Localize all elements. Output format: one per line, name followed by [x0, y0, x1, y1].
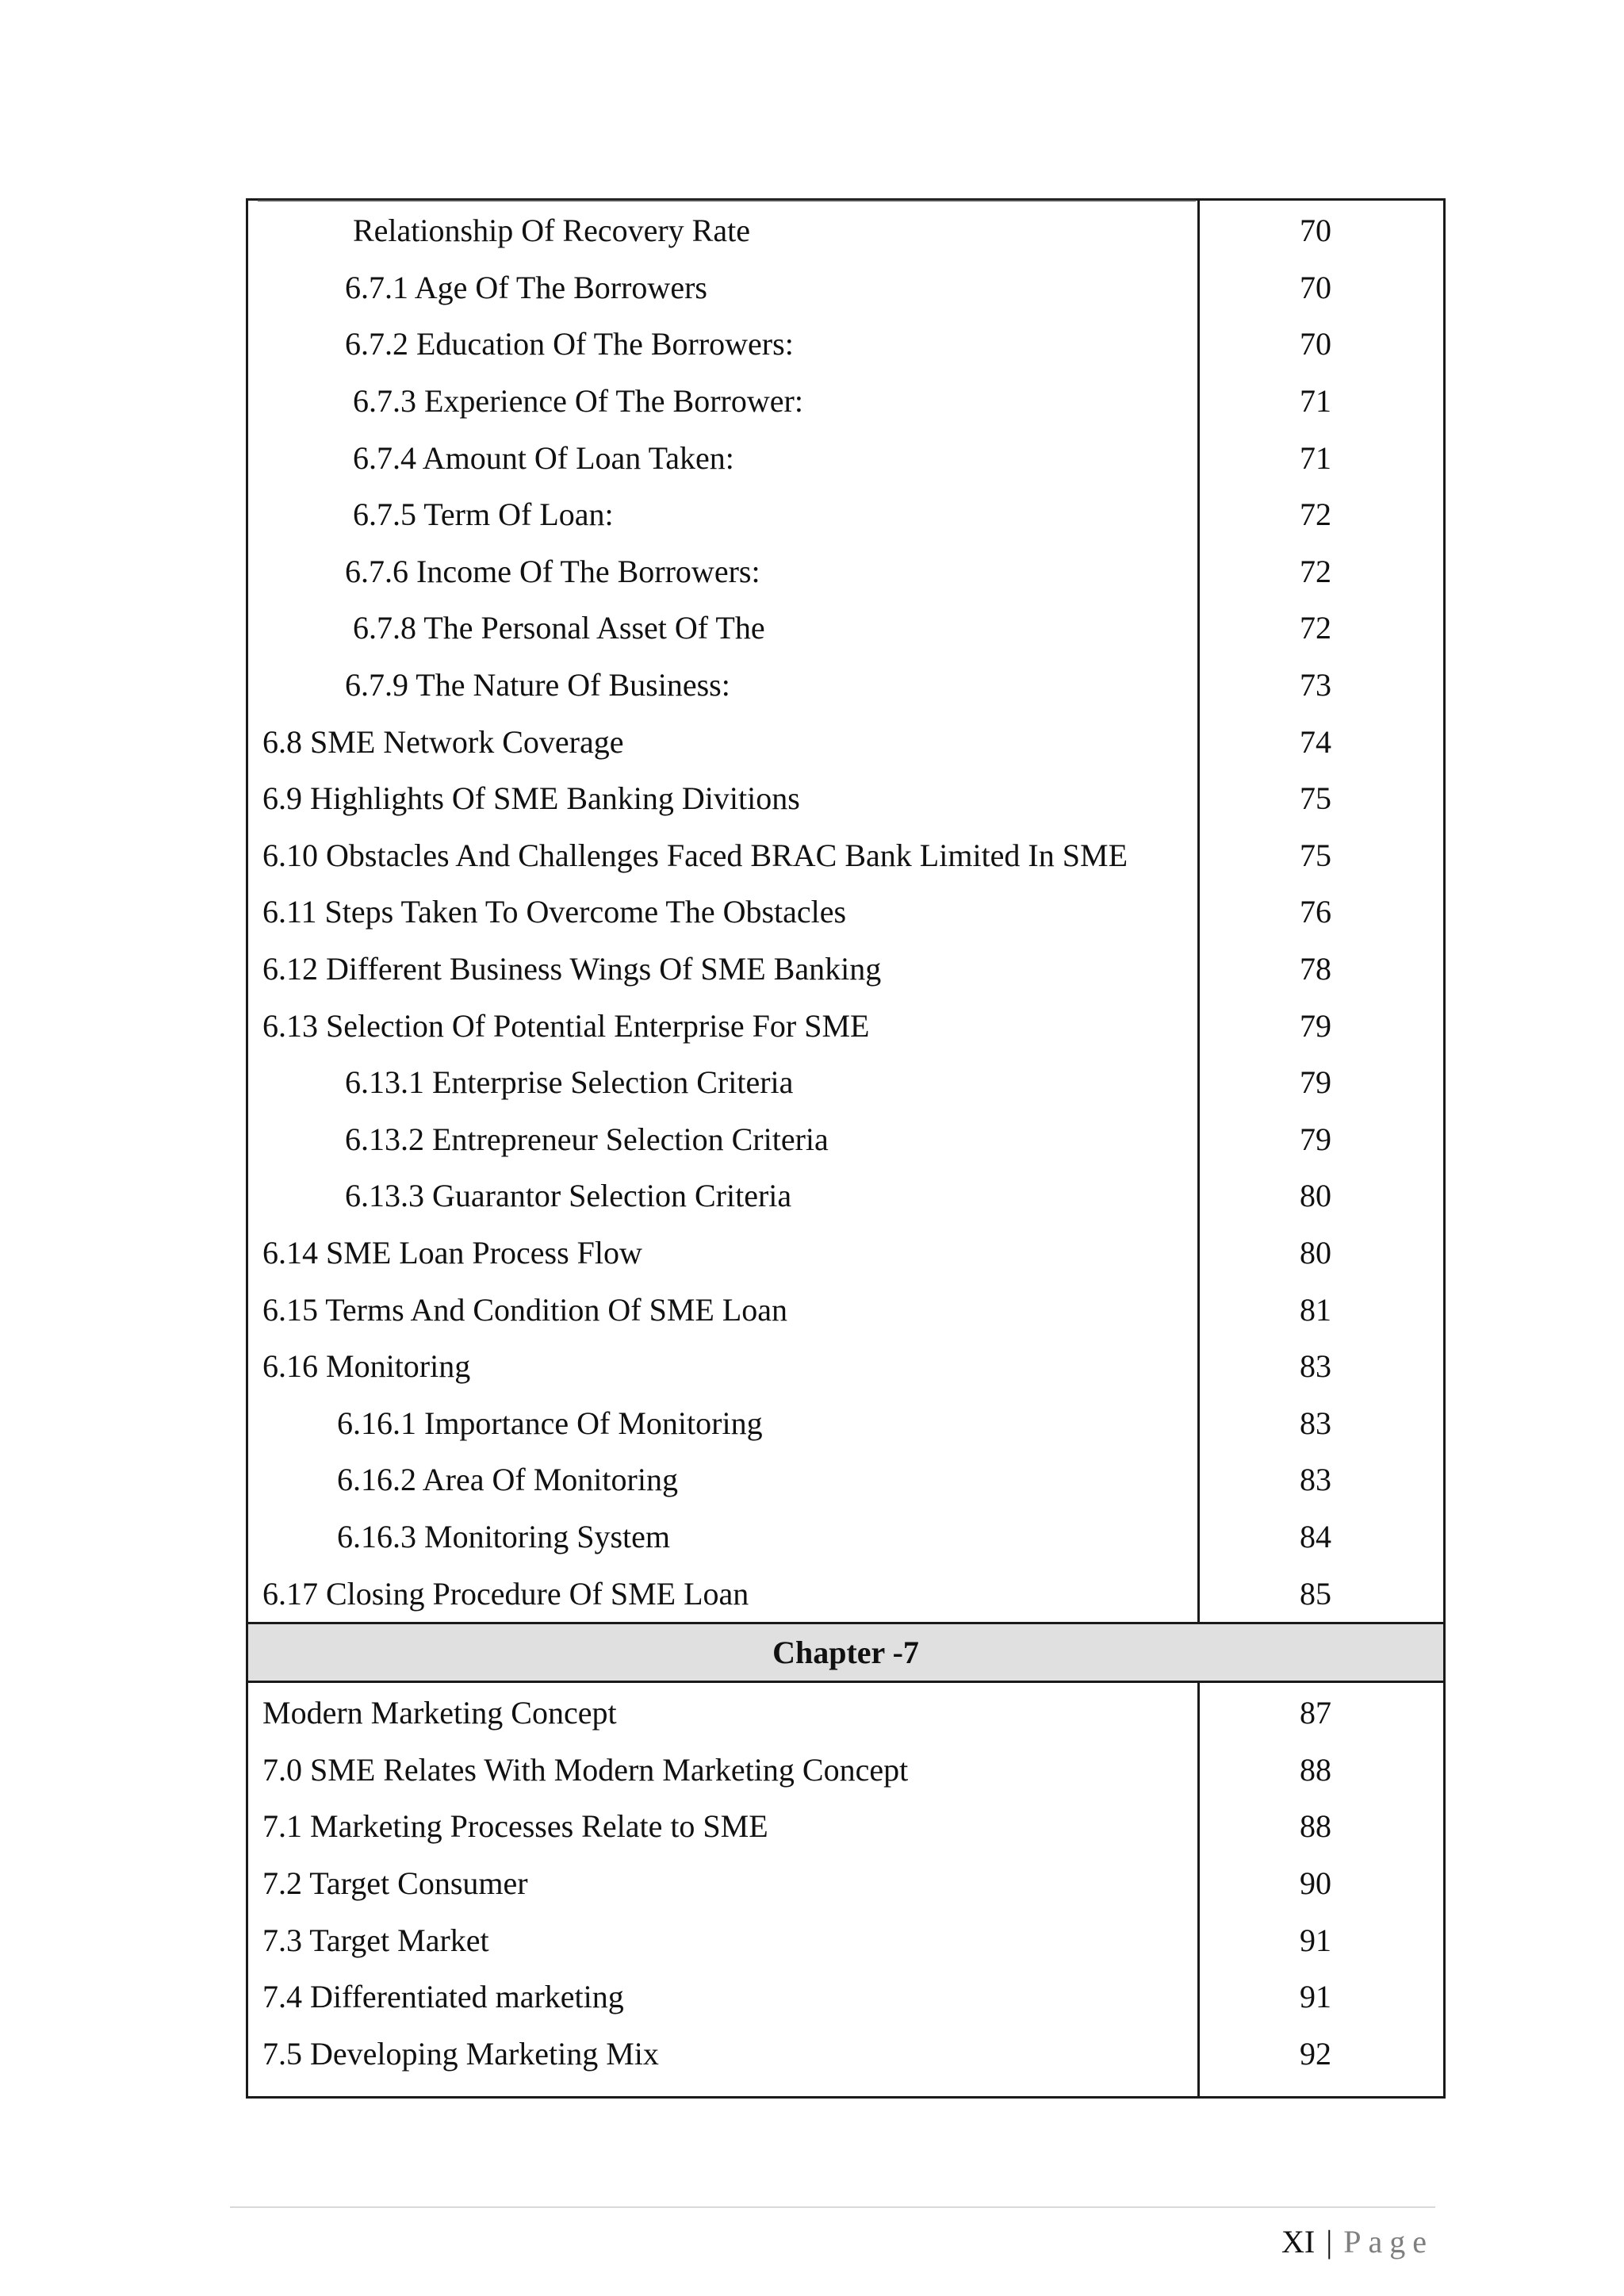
toc-row	[248, 1911, 1443, 1968]
toc-entry-title: 6.7.9 The Nature Of Business:	[345, 667, 730, 703]
toc-row	[248, 1685, 1443, 1742]
toc-row	[248, 1225, 1443, 1282]
toc-entry-page: 75	[1300, 780, 1331, 817]
toc-entry-title: 6.16.1 Importance Of Monitoring	[337, 1405, 763, 1441]
toc-entry-title: 6.8 SME Network Coverage	[262, 723, 624, 760]
toc-entry-page: 83	[1300, 1348, 1331, 1385]
toc-entry-page: 80	[1300, 1234, 1331, 1271]
table-of-contents	[246, 198, 1446, 2099]
toc-row	[248, 202, 1443, 259]
toc-entry-page: 90	[1300, 1865, 1331, 1901]
toc-entry-page: 83	[1300, 1462, 1331, 1498]
toc-row	[248, 1054, 1443, 1111]
toc-row	[248, 1111, 1443, 1168]
toc-entry-title: Relationship Of Recovery Rate	[353, 213, 750, 249]
toc-row	[248, 1798, 1443, 1855]
toc-entry-title: 7.3 Target Market	[262, 1922, 489, 1958]
toc-entry-title: 6.7.8 The Personal Asset Of The	[353, 610, 765, 646]
toc-entry-page: 85	[1300, 1575, 1331, 1612]
toc-entry-title: 6.13 Selection Of Potential Enterprise For SME	[262, 1007, 870, 1044]
toc-row	[248, 941, 1443, 998]
toc-row	[248, 2025, 1443, 2082]
toc-entry-title: 7.5 Developing Marketing Mix	[262, 2035, 659, 2072]
toc-entry-title: 6.7.3 Experience Of The Borrower:	[353, 383, 803, 420]
toc-row	[248, 543, 1443, 600]
toc-row	[248, 827, 1443, 884]
toc-entry-page: 71	[1300, 383, 1331, 420]
toc-entry-title: 7.4 Differentiated marketing	[262, 1979, 624, 2015]
top-rule	[258, 200, 1196, 201]
toc-entry-title: 6.10 Obstacles And Challenges Faced BRAC Bank Limited In SME	[262, 837, 1128, 873]
toc-section-chapter-6	[248, 201, 1443, 1622]
toc-entry-page: 72	[1300, 496, 1331, 533]
toc-entry-title: 6.7.1 Age Of The Borrowers	[345, 269, 707, 305]
toc-row	[248, 1167, 1443, 1225]
toc-entry-page: 72	[1300, 610, 1331, 646]
toc-row	[248, 713, 1443, 770]
toc-entry-page: 72	[1300, 553, 1331, 589]
toc-row	[248, 600, 1443, 657]
toc-row	[248, 1394, 1443, 1451]
toc-row	[248, 1741, 1443, 1798]
toc-row	[248, 429, 1443, 486]
toc-entry-title: 6.16.3 Monitoring System	[337, 1518, 671, 1554]
toc-entry-title: 7.2 Target Consumer	[262, 1865, 528, 1901]
toc-entry-page: 81	[1300, 1291, 1331, 1328]
toc-entry-page: 91	[1300, 1979, 1331, 2015]
toc-entry-title: 6.13.2 Entrepreneur Selection Criteria	[345, 1121, 829, 1157]
toc-entry-page: 84	[1300, 1518, 1331, 1554]
toc-entry-title: 6.16.2 Area Of Monitoring	[337, 1462, 678, 1498]
toc-entry-page: 76	[1300, 894, 1331, 930]
toc-row	[248, 1968, 1443, 2026]
toc-entry-title: 7.0 SME Relates With Modern Marketing Concept	[262, 1751, 909, 1788]
toc-entry-title: 6.9 Highlights Of SME Banking Divitions	[262, 780, 800, 817]
toc-entry-title: 6.7.5 Term Of Loan:	[353, 496, 614, 533]
footer-separator: |	[1326, 2224, 1333, 2260]
toc-row	[248, 657, 1443, 714]
toc-entry-page: 88	[1300, 1751, 1331, 1788]
toc-section-chapter-7	[248, 1683, 1443, 2096]
toc-entry-title: 6.7.4 Amount Of Loan Taken:	[353, 439, 734, 476]
toc-entry-page: 70	[1300, 213, 1331, 249]
toc-entry-title: 6.16 Monitoring	[262, 1348, 471, 1385]
toc-entry-page: 79	[1300, 1121, 1331, 1157]
toc-entry-page: 88	[1300, 1808, 1331, 1845]
toc-entry-page: 79	[1300, 1007, 1331, 1044]
toc-entry-title: 6.12 Different Business Wings Of SME Banking	[262, 951, 882, 987]
toc-row	[248, 1508, 1443, 1566]
toc-entry-title: 6.14 SME Loan Process Flow	[262, 1234, 642, 1271]
toc-entry-title: 6.13.3 Guarantor Selection Criteria	[345, 1178, 792, 1214]
toc-row	[248, 486, 1443, 543]
toc-entry-title: 6.7.6 Income Of The Borrowers:	[345, 553, 760, 589]
toc-entry-title: Modern Marketing Concept	[262, 1695, 617, 1731]
toc-row	[248, 259, 1443, 316]
toc-entry-title: 6.7.2 Education Of The Borrowers:	[345, 326, 794, 362]
toc-entry-page: 92	[1300, 2035, 1331, 2072]
toc-row	[248, 1451, 1443, 1508]
toc-entry-title: 6.17 Closing Procedure Of SME Loan	[262, 1575, 749, 1612]
toc-row	[248, 770, 1443, 827]
toc-entry-page: 79	[1300, 1064, 1331, 1101]
toc-entry-page: 70	[1300, 326, 1331, 362]
toc-row	[248, 997, 1443, 1054]
toc-row	[248, 373, 1443, 430]
toc-entry-page: 87	[1300, 1695, 1331, 1731]
page-number: XI	[1281, 2224, 1316, 2260]
page-footer	[1281, 2223, 1434, 2260]
toc-entry-page: 91	[1300, 1922, 1331, 1958]
toc-row	[248, 316, 1443, 373]
toc-entry-title: 6.13.1 Enterprise Selection Criteria	[345, 1064, 794, 1101]
toc-entry-page: 75	[1300, 837, 1331, 873]
toc-row	[248, 1565, 1443, 1622]
toc-row	[248, 884, 1443, 941]
page-word: Page	[1343, 2224, 1434, 2260]
toc-entry-page: 71	[1300, 439, 1331, 476]
toc-entry-page: 78	[1300, 951, 1331, 987]
footer-divider	[230, 2206, 1435, 2208]
toc-entry-page: 73	[1300, 667, 1331, 703]
chapter-heading: Chapter -7	[248, 1622, 1443, 1683]
toc-entry-title: 7.1 Marketing Processes Relate to SME	[262, 1808, 768, 1845]
toc-row	[248, 1855, 1443, 1912]
toc-entry-page: 80	[1300, 1178, 1331, 1214]
toc-row	[248, 1338, 1443, 1395]
toc-entry-page: 83	[1300, 1405, 1331, 1441]
toc-entry-title: 6.11 Steps Taken To Overcome The Obstacles	[262, 894, 847, 930]
toc-entry-page: 70	[1300, 269, 1331, 305]
toc-entry-page: 74	[1300, 723, 1331, 760]
toc-entry-title: 6.15 Terms And Condition Of SME Loan	[262, 1291, 788, 1328]
toc-row	[248, 1281, 1443, 1338]
